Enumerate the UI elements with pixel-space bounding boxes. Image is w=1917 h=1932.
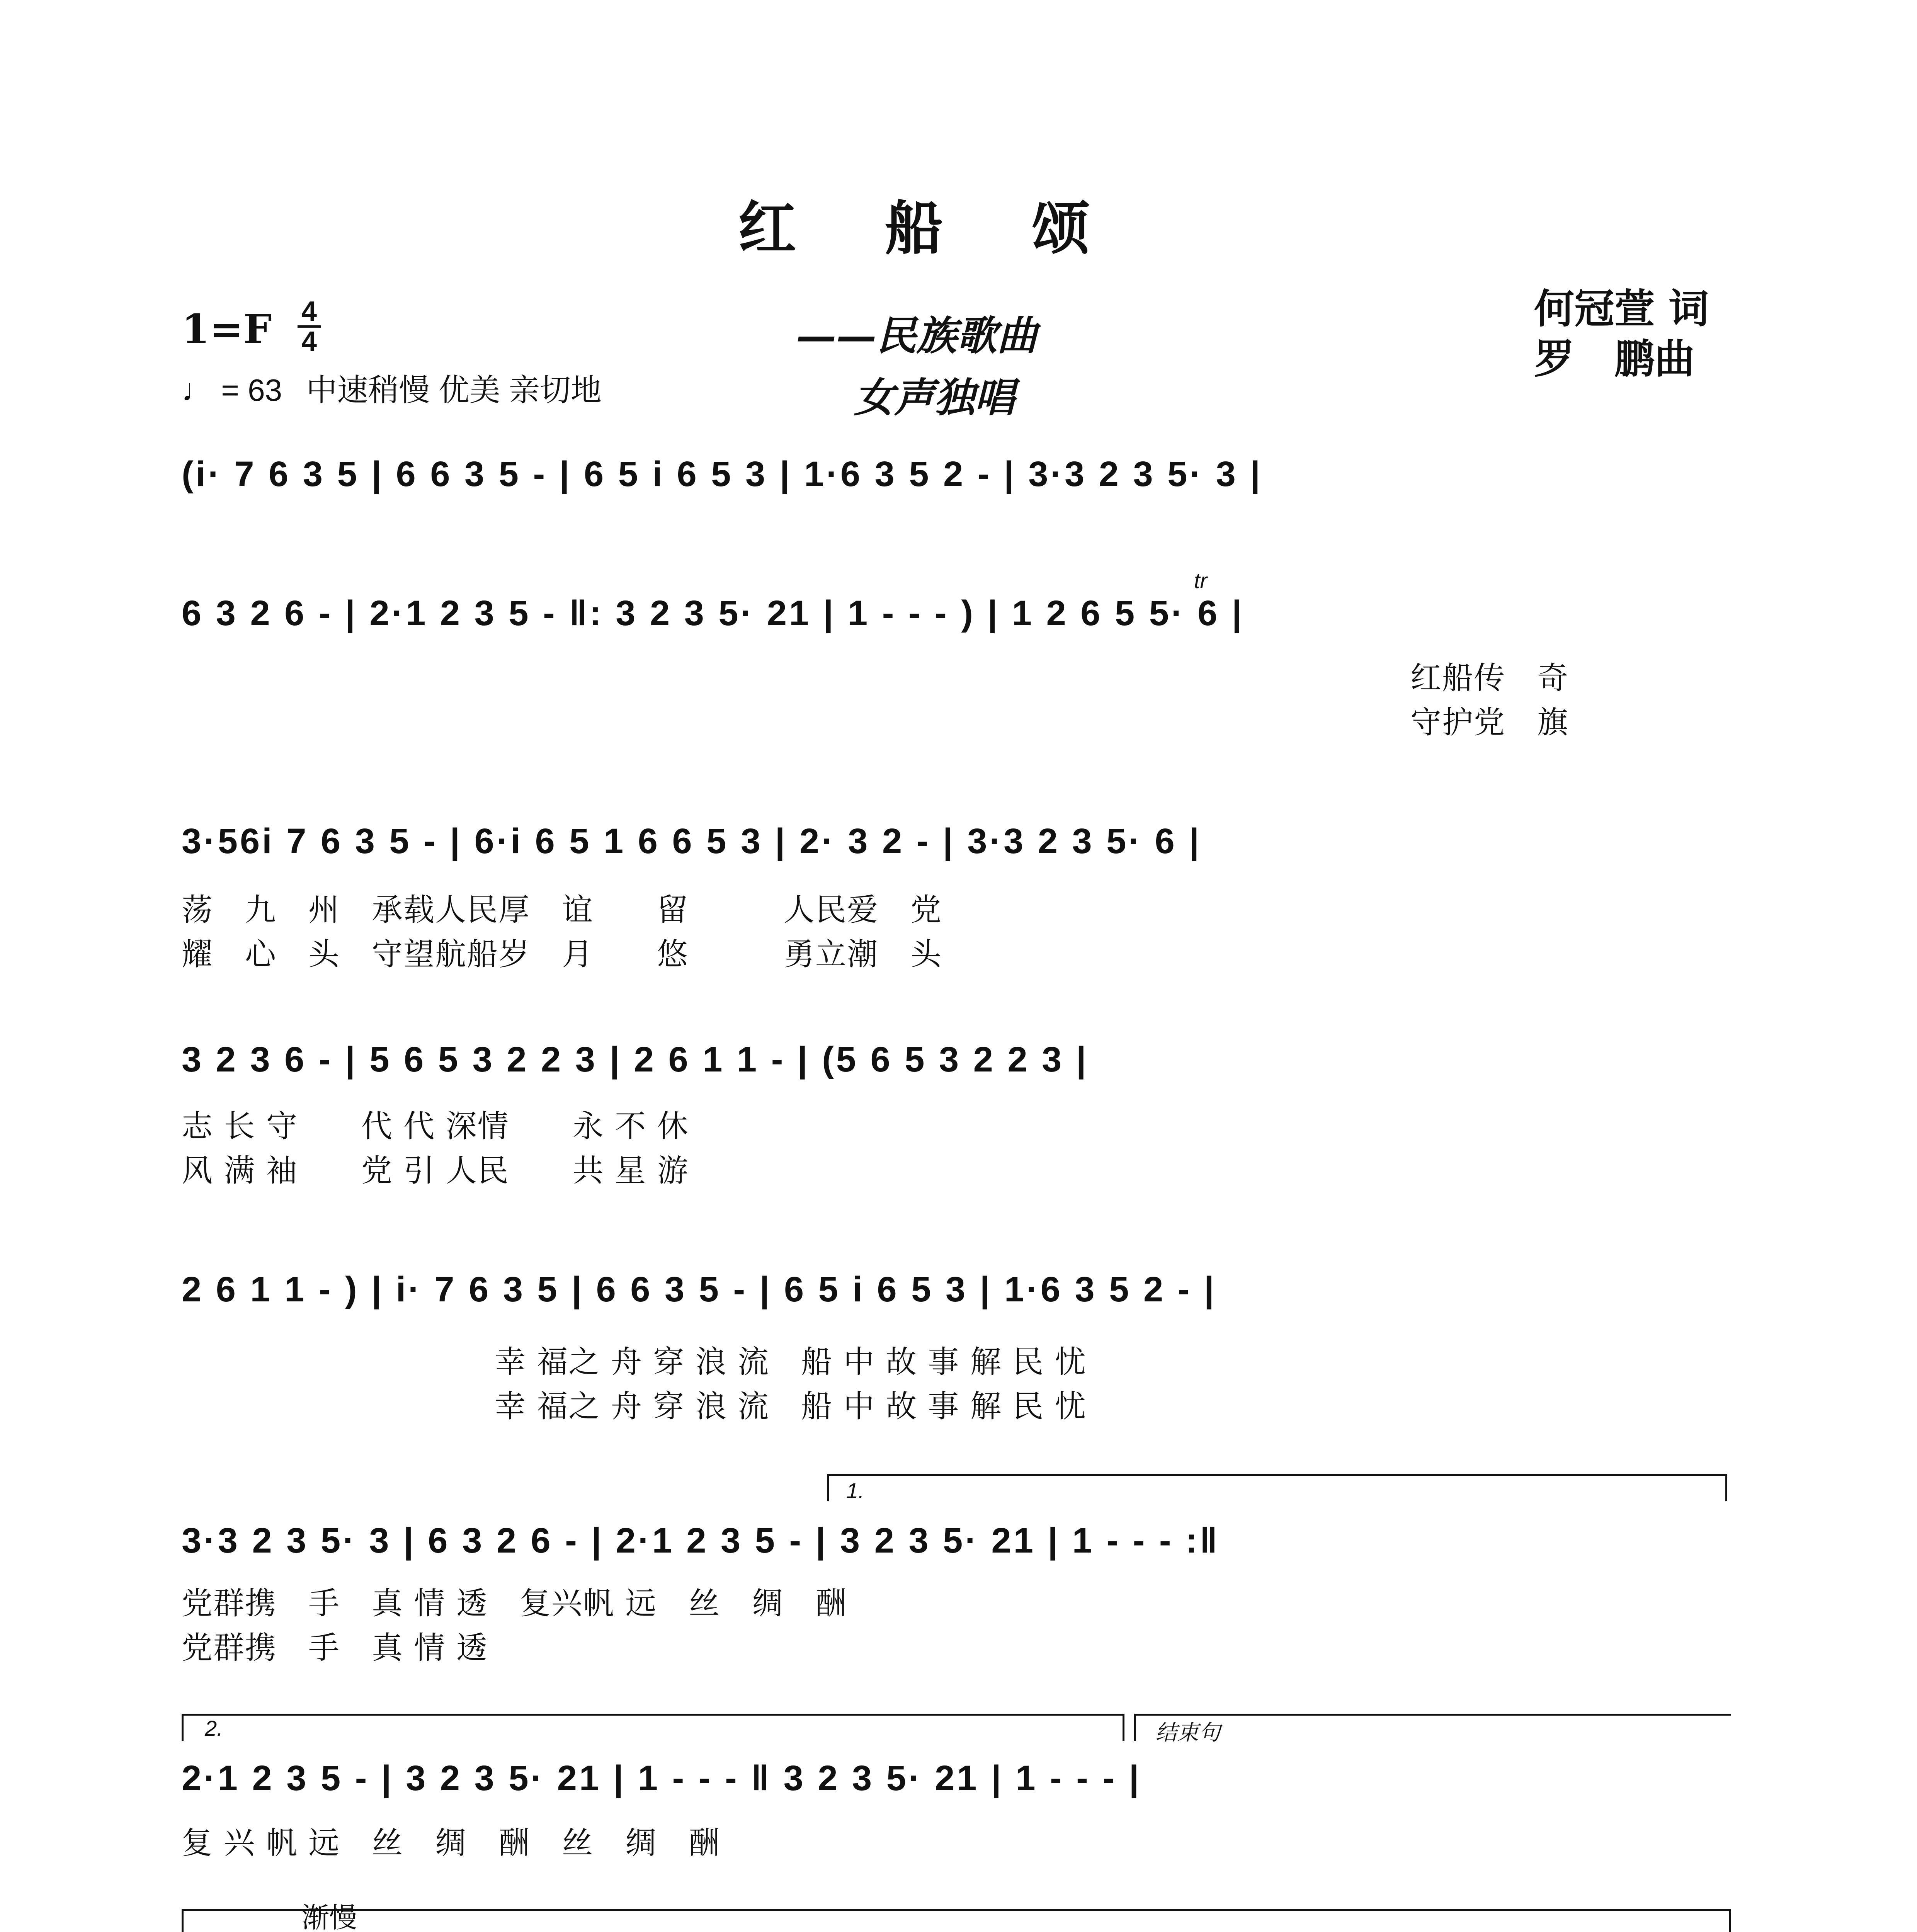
composer-credit: 罗 鹏曲 (1534, 335, 1695, 383)
song-title: 红船颂 (738, 194, 1179, 262)
final-bracket-right (1729, 1909, 1731, 1932)
volta-2-label: 2. (205, 1716, 223, 1740)
lyrics-line-2-verse-2: 守护党 旗 (1410, 704, 1569, 740)
quarter-note-icon: ♩ (182, 373, 213, 407)
ending-label: 结束句 (1155, 1720, 1220, 1745)
staff-line-2: 6 3 2 6 - | 2·1 2 3 5 - ‖: 3 2 3 5· 21 | 1 - - - ) | 1 2 6 5 5· 6 | (182, 594, 1244, 633)
lyrics-line-7-verse-1: 复 兴 帆 远 丝 绸 酬 丝 绸 酬 (182, 1825, 721, 1861)
staff-line-7: 2·1 2 3 5 - | 3 2 3 5· 21 | 1 - - - ‖ 3 2 3 5· 21 | 1 - - - | (182, 1759, 1141, 1798)
time-signature (298, 298, 321, 355)
lyrics-line-4-verse-2: 风 满 袖 党 引 人民 共 星 游 (182, 1153, 689, 1189)
lyrics-line-4-verse-1: 志 长 守 代 代 深情 永 不 休 (182, 1108, 689, 1144)
lyrics-line-6-verse-2: 党群携 手 真 情 透 (182, 1630, 488, 1666)
genre-label: ——民族歌曲 (796, 312, 1038, 359)
staff-line-1: (i· 7 6 3 5 | 6 6 3 5 - | 6 5 i 6 5 3 | 1·6 3 5 2 - | 3·3 2 3 5· 3 | (182, 454, 1263, 494)
final-bracket-left (182, 1909, 184, 1932)
staff-line-4: 3 2 3 6 - | 5 6 5 3 2 2 3 | 2 6 1 1 - | (5 6 5 3 2 2 3 | (182, 1040, 1089, 1079)
volta-2-bracket-right (1123, 1714, 1124, 1741)
lyrics-line-2-verse-1: 红船传 奇 (1410, 660, 1569, 696)
staff-line-3: 3·56i 7 6 3 5 - | 6·i 6 5 1 6 6 5 3 | 2· 3 2 - | 3·3 2 3 5· 6 | (182, 821, 1202, 861)
ending-bracket-left (1134, 1714, 1136, 1741)
time-signature-bottom: 4 (301, 326, 317, 357)
staff-line-5: 2 6 1 1 - ) | i· 7 6 3 5 | 6 6 3 5 - | 6 5 i 6 5 3 | 1·6 3 5 2 - | (182, 1270, 1216, 1309)
lyrics-line-3-verse-2: 耀 心 头 守望航船岁 月 悠 勇立潮 头 (182, 936, 942, 972)
tempo-marking (182, 365, 602, 410)
volta-1-label: 1. (846, 1478, 864, 1503)
tempo-value: = 63 (221, 373, 282, 407)
key-signature: 1=F (182, 305, 272, 353)
lyrics-line-5-verse-1: 幸 福之 舟 穿 浪 流 船 中 故 事 解 民 忧 (495, 1344, 1087, 1380)
performance-label: 女声独唱 (854, 374, 1015, 421)
lyricist-credit: 何冠萱 词 (1534, 285, 1709, 332)
tempo-text: 中速稍慢 优美 亲切地 (306, 373, 602, 407)
rit-marking: 渐慢 (301, 1901, 357, 1932)
lyrics-line-6-verse-1: 党群携 手 真 情 透 复兴帆 远 丝 绸 酬 (182, 1585, 847, 1621)
lyrics-line-5-verse-2: 幸 福之 舟 穿 浪 流 船 中 故 事 解 民 忧 (495, 1388, 1087, 1424)
volta-1-bracket-left (827, 1474, 829, 1501)
time-signature-top: 4 (301, 296, 317, 327)
final-bracket (182, 1909, 1731, 1911)
trill-marking: tr (1194, 568, 1208, 593)
volta-2-bracket (182, 1714, 1124, 1716)
volta-1-bracket-right (1725, 1474, 1727, 1501)
volta-1-bracket (827, 1474, 1727, 1476)
volta-2-bracket-left (182, 1714, 184, 1741)
ending-bracket (1134, 1714, 1731, 1716)
staff-line-6: 3·3 2 3 5· 3 | 6 3 2 6 - | 2·1 2 3 5 - | 3 2 3 5· 21 | 1 - - - :‖ (182, 1521, 1220, 1560)
lyrics-line-3-verse-1: 荡 九 州 承载人民厚 谊 留 人民爱 党 (182, 892, 942, 928)
